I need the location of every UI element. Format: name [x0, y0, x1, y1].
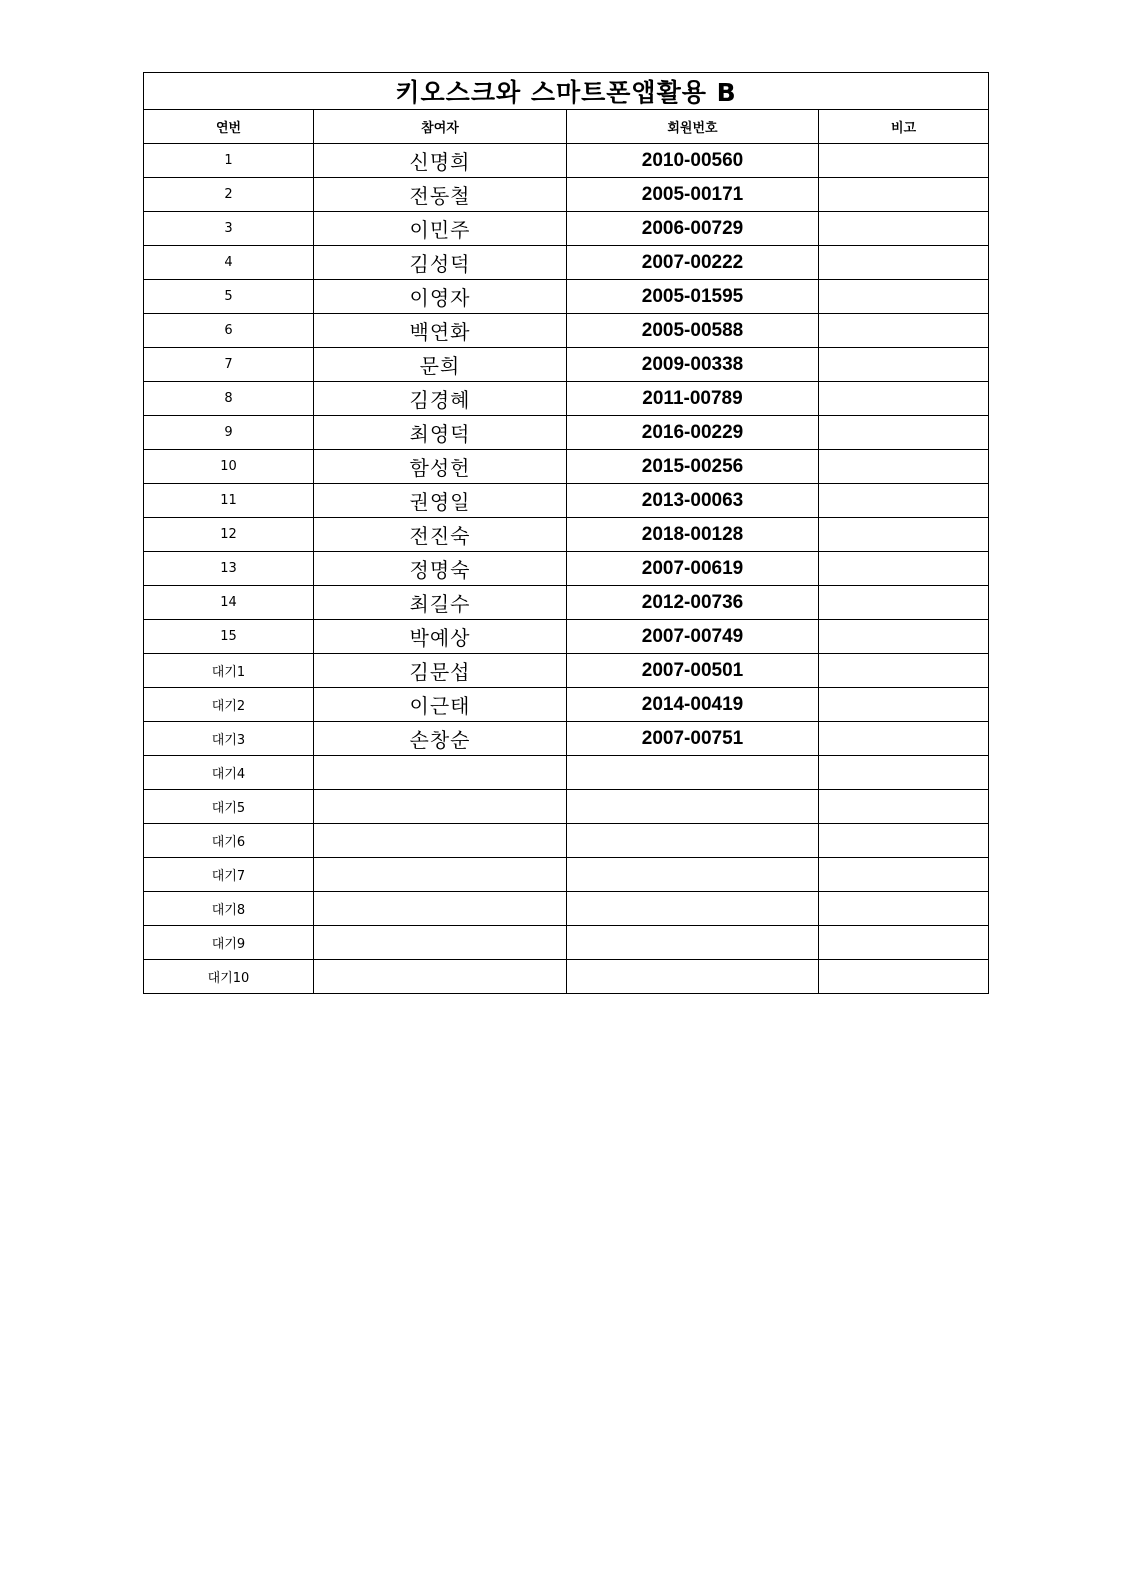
- header-no: 연번: [144, 110, 314, 144]
- row-number: 대기5: [144, 790, 314, 824]
- note-cell: [819, 178, 989, 212]
- participant-name: 김성덕: [314, 246, 567, 280]
- roster-table: [143, 72, 989, 994]
- row-number: 대기10: [144, 960, 314, 994]
- table-row: [144, 450, 989, 484]
- note-cell: [819, 892, 989, 926]
- participant-name: [314, 926, 567, 960]
- participant-name: 김문섭: [314, 654, 567, 688]
- member-id: 2012-00736: [567, 586, 819, 620]
- row-number: 대기3: [144, 722, 314, 756]
- note-cell: [819, 756, 989, 790]
- row-number: 1: [144, 144, 314, 178]
- table-row: [144, 824, 989, 858]
- member-id: 2015-00256: [567, 450, 819, 484]
- row-number: 12: [144, 518, 314, 552]
- title-row: [144, 73, 989, 110]
- note-cell: [819, 858, 989, 892]
- participant-name: 전진숙: [314, 518, 567, 552]
- participant-name: [314, 892, 567, 926]
- table-row: [144, 178, 989, 212]
- participant-name: 문희: [314, 348, 567, 382]
- header-member-id: 회원번호: [567, 110, 819, 144]
- participant-name: 정명숙: [314, 552, 567, 586]
- row-number: 14: [144, 586, 314, 620]
- table-row: [144, 144, 989, 178]
- note-cell: [819, 348, 989, 382]
- table-row: [144, 790, 989, 824]
- participant-name: 박예상: [314, 620, 567, 654]
- member-id: 2010-00560: [567, 144, 819, 178]
- header-participant: 참여자: [314, 110, 567, 144]
- roster-sheet: [143, 72, 988, 994]
- member-id: 2005-01595: [567, 280, 819, 314]
- participant-name: 이영자: [314, 280, 567, 314]
- member-id: 2009-00338: [567, 348, 819, 382]
- row-number: 대기7: [144, 858, 314, 892]
- member-id: 2014-00419: [567, 688, 819, 722]
- member-id: 2007-00751: [567, 722, 819, 756]
- participant-name: 전동철: [314, 178, 567, 212]
- table-row: [144, 654, 989, 688]
- member-id: 2006-00729: [567, 212, 819, 246]
- table-row: [144, 722, 989, 756]
- row-number: 10: [144, 450, 314, 484]
- header-note: 비고: [819, 110, 989, 144]
- table-row: [144, 348, 989, 382]
- note-cell: [819, 620, 989, 654]
- row-number: 4: [144, 246, 314, 280]
- table-row: [144, 892, 989, 926]
- note-cell: [819, 586, 989, 620]
- table-row: [144, 586, 989, 620]
- table-row: [144, 518, 989, 552]
- member-id: 2011-00789: [567, 382, 819, 416]
- roster-body: [144, 144, 989, 994]
- table-row: [144, 858, 989, 892]
- member-id: [567, 756, 819, 790]
- member-id: 2007-00501: [567, 654, 819, 688]
- note-cell: [819, 280, 989, 314]
- member-id: 2007-00619: [567, 552, 819, 586]
- note-cell: [819, 246, 989, 280]
- table-row: [144, 280, 989, 314]
- participant-name: 이근태: [314, 688, 567, 722]
- member-id: 2005-00588: [567, 314, 819, 348]
- member-id: 2018-00128: [567, 518, 819, 552]
- member-id: [567, 960, 819, 994]
- note-cell: [819, 416, 989, 450]
- member-id: 2016-00229: [567, 416, 819, 450]
- row-number: 5: [144, 280, 314, 314]
- row-number: 15: [144, 620, 314, 654]
- table-row: [144, 484, 989, 518]
- row-number: 대기2: [144, 688, 314, 722]
- note-cell: [819, 688, 989, 722]
- row-number: 6: [144, 314, 314, 348]
- table-row: [144, 688, 989, 722]
- note-cell: [819, 314, 989, 348]
- row-number: 11: [144, 484, 314, 518]
- row-number: 대기8: [144, 892, 314, 926]
- participant-name: 김경혜: [314, 382, 567, 416]
- member-id: 2007-00222: [567, 246, 819, 280]
- participant-name: 신명희: [314, 144, 567, 178]
- table-title: 키오스크와 스마트폰앱활용 B: [144, 73, 989, 110]
- note-cell: [819, 144, 989, 178]
- table-row: [144, 620, 989, 654]
- participant-name: [314, 858, 567, 892]
- member-id: [567, 858, 819, 892]
- participant-name: [314, 756, 567, 790]
- row-number: 대기4: [144, 756, 314, 790]
- table-row: [144, 960, 989, 994]
- member-id: [567, 790, 819, 824]
- participant-name: 백연화: [314, 314, 567, 348]
- participant-name: [314, 790, 567, 824]
- table-row: [144, 246, 989, 280]
- table-row: [144, 416, 989, 450]
- note-cell: [819, 926, 989, 960]
- note-cell: [819, 790, 989, 824]
- table-row: [144, 212, 989, 246]
- member-id: 2013-00063: [567, 484, 819, 518]
- participant-name: 최영덕: [314, 416, 567, 450]
- member-id: [567, 926, 819, 960]
- participant-name: 이민주: [314, 212, 567, 246]
- note-cell: [819, 450, 989, 484]
- member-id: 2005-00171: [567, 178, 819, 212]
- member-id: 2007-00749: [567, 620, 819, 654]
- participant-name: 함성헌: [314, 450, 567, 484]
- note-cell: [819, 382, 989, 416]
- participant-name: 손창순: [314, 722, 567, 756]
- note-cell: [819, 484, 989, 518]
- row-number: 대기1: [144, 654, 314, 688]
- row-number: 3: [144, 212, 314, 246]
- note-cell: [819, 212, 989, 246]
- row-number: 2: [144, 178, 314, 212]
- note-cell: [819, 518, 989, 552]
- row-number: 9: [144, 416, 314, 450]
- member-id: [567, 824, 819, 858]
- row-number: 8: [144, 382, 314, 416]
- participant-name: 최길수: [314, 586, 567, 620]
- row-number: 대기9: [144, 926, 314, 960]
- member-id: [567, 892, 819, 926]
- header-row: [144, 110, 989, 144]
- note-cell: [819, 552, 989, 586]
- note-cell: [819, 654, 989, 688]
- row-number: 대기6: [144, 824, 314, 858]
- note-cell: [819, 722, 989, 756]
- table-row: [144, 382, 989, 416]
- table-row: [144, 756, 989, 790]
- table-row: [144, 314, 989, 348]
- table-row: [144, 552, 989, 586]
- participant-name: 권영일: [314, 484, 567, 518]
- participant-name: [314, 960, 567, 994]
- row-number: 7: [144, 348, 314, 382]
- participant-name: [314, 824, 567, 858]
- table-row: [144, 926, 989, 960]
- note-cell: [819, 824, 989, 858]
- row-number: 13: [144, 552, 314, 586]
- note-cell: [819, 960, 989, 994]
